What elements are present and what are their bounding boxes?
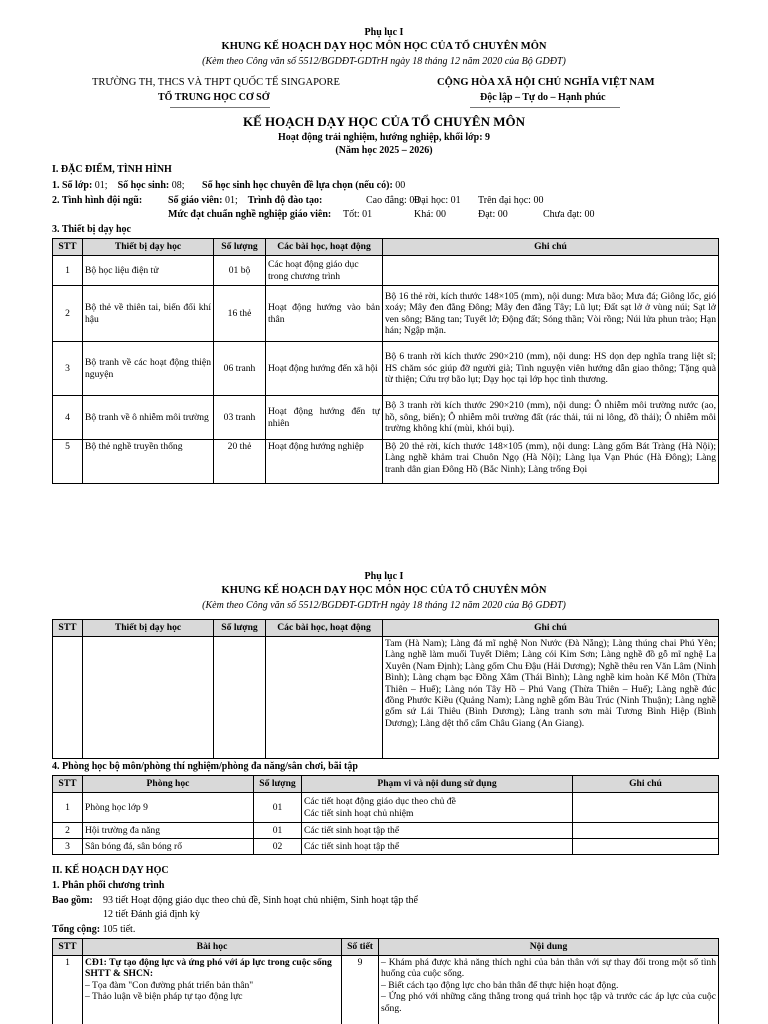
row-number: 2 xyxy=(53,823,83,839)
lesson-cell xyxy=(83,956,342,1024)
postgrad-count: Trên đại học: 00 xyxy=(478,195,544,206)
row-number: 3 xyxy=(53,839,83,855)
room-note xyxy=(573,839,719,855)
college-count: Cao đẳng: 00 xyxy=(366,195,420,206)
standard-pass: Đạt: 00 xyxy=(478,209,508,220)
standard-good: Khá: 00 xyxy=(414,209,446,220)
header-cell: Các bài học, hoạt động xyxy=(266,620,383,637)
table-row xyxy=(53,956,719,1024)
header-cell: Phạm vi và nội dung sử dụng xyxy=(302,776,573,793)
room-table-header xyxy=(53,776,719,793)
section-1-title: I. ĐẶC ĐIỂM, TÌNH HÌNH xyxy=(52,164,172,175)
table-row xyxy=(53,256,719,286)
frame-title: KHUNG KẾ HOẠCH DẠY HỌC MÔN HỌC CỦA TỔ CHUYÊN MÔN xyxy=(221,41,547,52)
empty-cell xyxy=(53,637,83,759)
equipment-name: Bộ thẻ về thiên tai, biến đổi khí hậu xyxy=(83,286,214,342)
header-cell: STT xyxy=(53,239,83,256)
row-number: 1 xyxy=(53,793,83,823)
equipment-activity: Hoạt động hướng vào bản thân xyxy=(266,286,383,342)
room-note xyxy=(573,793,719,823)
header-cell: Số lượng xyxy=(254,776,302,793)
header-cell: Ghi chú xyxy=(573,776,719,793)
school-name: TRƯỜNG TH, THCS VÀ THPT QUỐC TẾ SINGAPORE xyxy=(92,77,340,88)
header-cell: Nội dung xyxy=(379,939,719,956)
motto: Độc lập – Tự do – Hạnh phúc xyxy=(480,92,606,103)
row-number: 1 xyxy=(53,256,83,286)
plan-subject: Hoạt động trải nghiệm, hướng nghiệp, khối lớp: 9 xyxy=(277,132,491,143)
equipment-activity: Hoạt động hướng nghiệp xyxy=(266,440,383,484)
room-qty: 02 xyxy=(254,839,302,855)
equipment-table xyxy=(52,238,719,484)
room-table xyxy=(52,775,719,855)
header-cell: Thiết bị dạy học xyxy=(83,620,214,637)
table-row xyxy=(53,823,719,839)
header-cell: Số lượng xyxy=(214,239,266,256)
frame-subtitle: (Kèm theo Công văn số 5512/BGDĐT-GDTrH ngày 18 tháng 12 năm 2020 của Bộ GDĐT) xyxy=(202,56,566,67)
class-info-line: 1. Số lớp: 01; Số học sinh: 08; Số học sinh học chuyên đề lựa chọn (nếu có): 00 xyxy=(52,180,406,191)
table-row xyxy=(53,342,719,396)
equipment-note: Bộ 16 thẻ rời, kích thước 148×105 (mm), nội dung: Mưa bão; Mưa đá; Giông lốc, gió xoáy; Mây đen đằng Đông; Mây đen đằng Tây; Lũ lụt; Đất sạt lở ở vùng núi; Sạt lở ven sông; Băng tan; Tuyết lở; Động đất; Sóng thần; Vòi rồng; Núi lửa phun trào; Hạn hán; Ngập mặn. xyxy=(383,286,719,342)
lesson-topic: CĐ1: Tự tạo động lực và ứng phó với áp lực trong cuộc sống xyxy=(85,957,332,968)
equipment-qty: 20 thẻ xyxy=(214,440,266,484)
content-item: – Ứng phó với những căng thẳng trong quá trình học tập và trước các áp lực của cuộc sống. xyxy=(381,991,716,1014)
university-count: Đại học: 01 xyxy=(414,195,461,206)
republic-name: CỘNG HÒA XÃ HỘI CHỦ NGHĨA VIỆT NAM xyxy=(437,77,655,88)
table-row xyxy=(53,396,719,440)
room-qty: 01 xyxy=(254,823,302,839)
header-underline-right xyxy=(470,107,620,108)
plan-year: (Năm học 2025 – 2026) xyxy=(335,145,433,156)
lesson-shtt: SHTT & SHCN: xyxy=(85,968,154,980)
header-cell: Các bài học, hoạt động xyxy=(266,239,383,256)
room-name: Sân bóng đá, sân bóng rổ xyxy=(83,839,254,855)
header-cell: Phòng học xyxy=(83,776,254,793)
header-cell: Thiết bị dạy học xyxy=(83,239,214,256)
lesson-item: – Tọa đàm "Con đường phát triển bản thân" xyxy=(85,979,254,991)
equipment-note xyxy=(383,256,719,286)
empty-cell xyxy=(266,637,383,759)
equipment-qty: 16 thẻ xyxy=(214,286,266,342)
header-cell: STT xyxy=(53,939,83,956)
row-number: 4 xyxy=(53,396,83,440)
empty-cell xyxy=(83,637,214,759)
equipment-qty: 03 tranh xyxy=(214,396,266,440)
room-note xyxy=(573,823,719,839)
equipment-heading: 3. Thiết bị dạy học xyxy=(52,224,131,235)
scope-line: Các tiết hoạt động giáo dục theo chủ đề xyxy=(304,796,456,808)
total-line: Tổng cộng: 105 tiết. xyxy=(52,924,136,935)
equipment-activity: Các hoạt động giáo dục trong chương trình xyxy=(266,256,383,286)
table-row xyxy=(53,637,719,759)
header-cell: STT xyxy=(53,776,83,793)
lesson-item: – Thảo luận về biện pháp tự tạo động lực xyxy=(85,991,243,1003)
row-number: 2 xyxy=(53,286,83,342)
standard-fail: Chưa đạt: 00 xyxy=(543,209,595,220)
header-cell: Ghi chú xyxy=(383,620,719,637)
header-cell: Số lượng xyxy=(214,620,266,637)
table-row xyxy=(53,839,719,855)
equipment-table-header xyxy=(53,239,719,256)
equipment-note: Tam (Hà Nam); Làng đá mĩ nghệ Non Nước (Đà Nẵng); Làng thúng chai Phú Yên; Làng nghề làm muối Tuyết Diêm; Làng cói Kim Sơn; Làng nghề đồ gỗ mĩ nghệ La Xuyên (Nam Định); Làng gốm Chu Đậu (Hải Dương); Nghề thêu ren Văn Lâm (Ninh Bình); Làng chạm bạc Đồng Xâm (Thái Bình); Làng nghề kim hoàn Kế Môn (Thừa Thiên – Huế); Làng nón Tây Hồ – Phú Vang (Thừa Thiên – Huế); Làng nghề đúc đồng Phước Kiều (Quảng Nam); Làng nghề gốm Bàu Trúc (Ninh Thuận); Làng nghề gốm sứ Lái Thiêu (Bình Dương); Làng tranh sơn mài Tương Bình Hiệp (Bình Dương); Làng dệt thổ cẩm Châu Giang (An Giang). xyxy=(383,637,719,759)
equipment-table-continued xyxy=(52,619,719,759)
page-break xyxy=(0,525,768,567)
header-underline-left xyxy=(170,107,270,108)
row-number: 3 xyxy=(53,342,83,396)
equipment-note: Bộ 3 tranh rời kích thước 290×210 (mm), nội dung: Ô nhiễm môi trường nước (ao, hồ, sông, biển); Ô nhiễm môi trường đất (rác thải, túi ni lông, đồ thải); Ô nhiễm môi trường không khí (mùi, khói bụi). xyxy=(383,396,719,440)
includes-label: Bao gồm: xyxy=(52,895,93,906)
content-item: – Khám phá được khả năng thích nghi của bản thân với sự thay đổi trong một số tình huống của cuộc sống. xyxy=(381,957,716,980)
lesson-table-header xyxy=(53,939,719,956)
equipment-activity: Hoạt động hướng đến tự nhiên xyxy=(266,396,383,440)
equipment-qty: 01 bộ xyxy=(214,256,266,286)
lesson-periods: 9 xyxy=(342,956,379,1024)
equipment-activity: Hoạt động hướng đến xã hội xyxy=(266,342,383,396)
equipment-table-header xyxy=(53,620,719,637)
scope-line: Các tiết sinh hoạt chủ nhiệm xyxy=(304,807,414,819)
empty-cell xyxy=(214,637,266,759)
section-2-title: II. KẾ HOẠCH DẠY HỌC xyxy=(52,865,169,876)
equipment-name: Bộ học liệu điện tử xyxy=(83,256,214,286)
table-row xyxy=(53,793,719,823)
lesson-content xyxy=(379,956,719,1024)
equipment-qty: 06 tranh xyxy=(214,342,266,396)
equipment-name: Bộ tranh về các hoạt động thiện nguyện xyxy=(83,342,214,396)
row-number: 5 xyxy=(53,440,83,484)
appendix-label: Phụ lục I xyxy=(364,27,404,38)
header-cell: Bài học xyxy=(83,939,342,956)
includes-line-2: 12 tiết Đánh giá định kỳ xyxy=(103,909,200,920)
equipment-note: Bộ 6 tranh rời kích thước 290×210 (mm), nội dung: HS dọn dẹp nghĩa trang liệt sĩ; HS chăm sóc giúp đỡ người già; Tình nguyện viên hướng dẫn giao thông; Tặng quà từ thiện; Cứu trợ bão lụt; Dạy học tại lớp học tình thương. xyxy=(383,342,719,396)
department-name: TỔ TRUNG HỌC CƠ SỞ xyxy=(158,92,270,103)
header-cell: Số tiết xyxy=(342,939,379,956)
appendix-label: Phụ lục I xyxy=(364,571,404,582)
standard-label: Mức đạt chuẩn nghề nghiệp giáo viên: xyxy=(168,209,332,220)
equipment-name: Bộ tranh về ô nhiễm môi trường xyxy=(83,396,214,440)
equipment-name: Bộ thẻ nghề truyền thống xyxy=(83,440,214,484)
header-cell: Ghi chú xyxy=(383,239,719,256)
table-row xyxy=(53,286,719,342)
rooms-heading: 4. Phòng học bộ môn/phòng thí nghiệm/phòng đa năng/sân chơi, bãi tập xyxy=(52,761,358,772)
equipment-note: Bộ 20 thẻ rời, kích thước 148×105 (mm), nội dung: Làng gốm Bát Tràng (Hà Nội); Làng nghề khảm trai Chuôn Ngọ (Hà Nội); Làng lụa Vạn Phúc (Hà Đông); Làng tranh dân gian Đông Hồ (Bắc Ninh); Làng trống Đọi xyxy=(383,440,719,484)
frame-subtitle: (Kèm theo Công văn số 5512/BGDĐT-GDTrH ngày 18 tháng 12 năm 2020 của Bộ GDĐT) xyxy=(202,600,566,611)
room-scope: Các tiết sinh hoạt tập thể xyxy=(302,823,573,839)
room-scope xyxy=(302,793,573,823)
room-name: Phòng học lớp 9 xyxy=(83,793,254,823)
includes-line-1: 93 tiết Hoạt động giáo dục theo chủ đề, Sinh hoạt chủ nhiệm, Sinh hoạt tập thể xyxy=(103,895,418,906)
table-row xyxy=(53,440,719,484)
program-distribution-heading: 1. Phân phối chương trình xyxy=(52,880,165,891)
room-qty: 01 xyxy=(254,793,302,823)
lesson-table xyxy=(52,938,719,1024)
teacher-count: Số giáo viên: 01; Trình độ đào tạo: xyxy=(168,195,323,206)
room-name: Hội trường đa năng xyxy=(83,823,254,839)
frame-title: KHUNG KẾ HOẠCH DẠY HỌC MÔN HỌC CỦA TỔ CHUYÊN MÔN xyxy=(221,585,547,596)
room-scope: Các tiết sinh hoạt tập thể xyxy=(302,839,573,855)
standard-excellent: Tốt: 01 xyxy=(343,209,373,220)
row-number: 1 xyxy=(53,956,83,1024)
document-page-2 xyxy=(0,567,768,1024)
plan-title: KẾ HOẠCH DẠY HỌC CỦA TỔ CHUYÊN MÔN xyxy=(242,114,526,129)
content-item: – Biết cách tạo động lực cho bản thân để thực hiện hoạt động. xyxy=(381,979,619,991)
staff-info-line: 2. Tình hình đội ngũ: xyxy=(52,195,143,206)
header-cell: STT xyxy=(53,620,83,637)
